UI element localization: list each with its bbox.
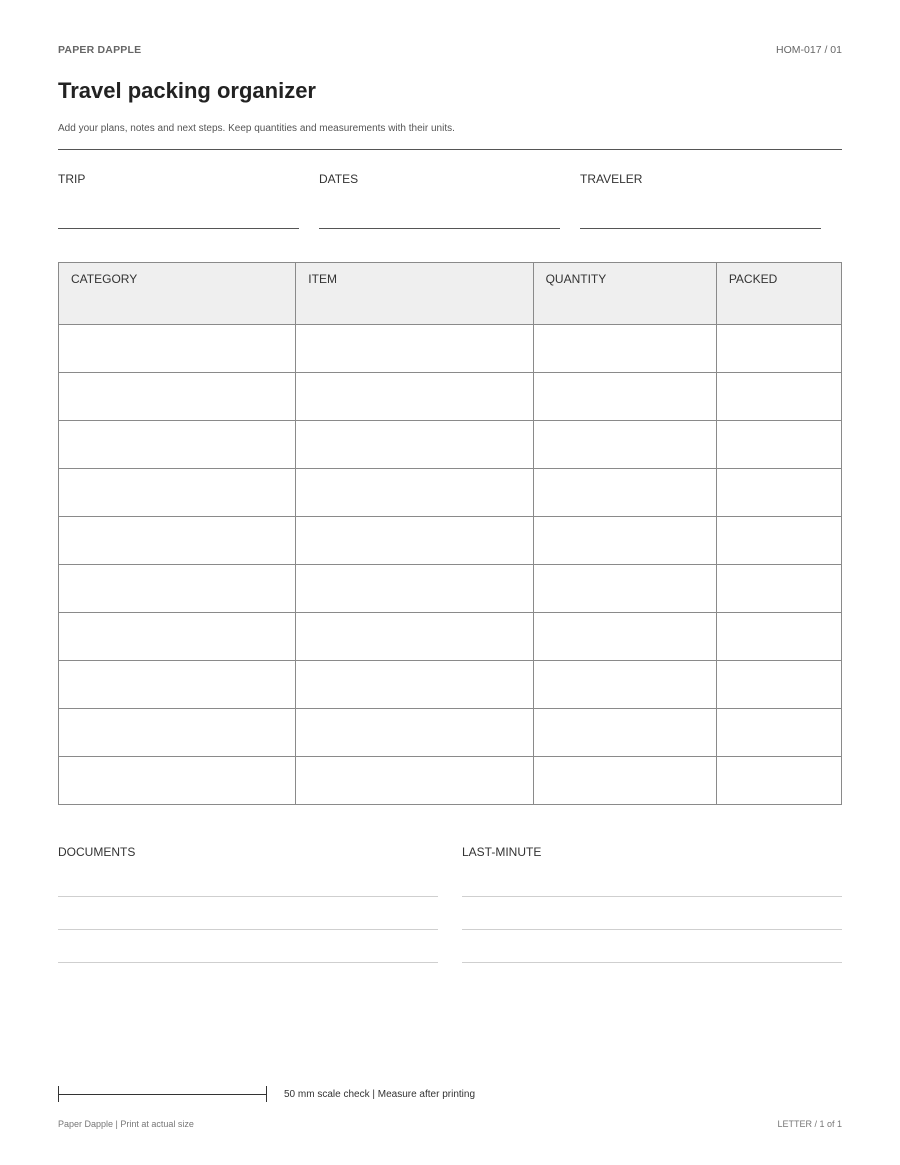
column-header-packed: PACKED: [716, 263, 841, 325]
cell-quantity[interactable]: [533, 517, 716, 565]
table-row: [59, 421, 842, 469]
documents-line[interactable]: [58, 962, 438, 963]
table-row: [59, 661, 842, 709]
cell-packed[interactable]: [716, 373, 841, 421]
page-title: Travel packing organizer: [58, 78, 316, 103]
scale-check-text: 50 mm scale check | Measure after printing: [284, 1089, 476, 1100]
table-row: [59, 469, 842, 517]
traveler-field[interactable]: [580, 228, 821, 229]
cell-item[interactable]: [296, 661, 533, 709]
last-minute-line[interactable]: [462, 929, 842, 930]
cell-quantity[interactable]: [533, 469, 716, 517]
dates-label: DATES: [319, 172, 359, 186]
column-header-item: ITEM: [296, 263, 533, 325]
cell-item[interactable]: [296, 325, 533, 373]
cell-item[interactable]: [296, 613, 533, 661]
last-minute-label: LAST-MINUTE: [462, 845, 542, 859]
cell-packed[interactable]: [716, 421, 841, 469]
footer-left: Paper Dapple | Print at actual size: [58, 1119, 194, 1129]
dates-field[interactable]: [319, 228, 560, 229]
last-minute-line[interactable]: [462, 962, 842, 963]
cell-item[interactable]: [296, 709, 533, 757]
cell-category[interactable]: [59, 469, 296, 517]
packing-table: [58, 262, 842, 805]
footer-right: LETTER / 1 of 1: [777, 1119, 842, 1129]
cell-packed[interactable]: [716, 517, 841, 565]
brand-name: PAPER DAPPLE: [58, 44, 142, 56]
cell-quantity[interactable]: [533, 709, 716, 757]
cell-packed[interactable]: [716, 661, 841, 709]
table-body: [59, 325, 842, 805]
traveler-label: TRAVELER: [580, 172, 643, 186]
cell-item[interactable]: [296, 565, 533, 613]
table-row: [59, 517, 842, 565]
cell-category[interactable]: [59, 613, 296, 661]
documents-line[interactable]: [58, 896, 438, 897]
column-header-category: CATEGORY: [59, 263, 296, 325]
trip-field[interactable]: [58, 228, 299, 229]
cell-packed[interactable]: [716, 469, 841, 517]
page-subtitle: Add your plans, notes and next steps. Keep quantities and measurements with their units.: [58, 123, 455, 134]
cell-item[interactable]: [296, 757, 533, 805]
scale-bar: [58, 1086, 267, 1102]
cell-category[interactable]: [59, 661, 296, 709]
cell-category[interactable]: [59, 565, 296, 613]
form-code: HOM-017 / 01: [776, 44, 842, 56]
table-row: [59, 613, 842, 661]
cell-category[interactable]: [59, 757, 296, 805]
cell-packed[interactable]: [716, 757, 841, 805]
cell-packed[interactable]: [716, 613, 841, 661]
cell-item[interactable]: [296, 373, 533, 421]
table-row: [59, 373, 842, 421]
scale-bar-end-tick: [266, 1086, 267, 1102]
cell-quantity[interactable]: [533, 757, 716, 805]
table-header-row: [59, 263, 842, 325]
cell-item[interactable]: [296, 517, 533, 565]
cell-quantity[interactable]: [533, 373, 716, 421]
documents-line[interactable]: [58, 929, 438, 930]
cell-category[interactable]: [59, 517, 296, 565]
cell-category[interactable]: [59, 421, 296, 469]
cell-quantity[interactable]: [533, 421, 716, 469]
scale-bar-start-tick: [58, 1086, 59, 1102]
table-row: [59, 325, 842, 373]
cell-packed[interactable]: [716, 709, 841, 757]
trip-label: TRIP: [58, 172, 86, 186]
table-row: [59, 757, 842, 805]
title-divider: [58, 149, 842, 150]
documents-label: DOCUMENTS: [58, 845, 136, 859]
last-minute-line[interactable]: [462, 896, 842, 897]
cell-quantity[interactable]: [533, 613, 716, 661]
cell-packed[interactable]: [716, 565, 841, 613]
cell-category[interactable]: [59, 373, 296, 421]
table-row: [59, 565, 842, 613]
cell-item[interactable]: [296, 469, 533, 517]
cell-packed[interactable]: [716, 325, 841, 373]
cell-quantity[interactable]: [533, 565, 716, 613]
cell-category[interactable]: [59, 709, 296, 757]
cell-quantity[interactable]: [533, 661, 716, 709]
column-header-quantity: QUANTITY: [533, 263, 716, 325]
scale-bar-line: [58, 1094, 267, 1095]
cell-category[interactable]: [59, 325, 296, 373]
table-row: [59, 709, 842, 757]
cell-item[interactable]: [296, 421, 533, 469]
cell-quantity[interactable]: [533, 325, 716, 373]
